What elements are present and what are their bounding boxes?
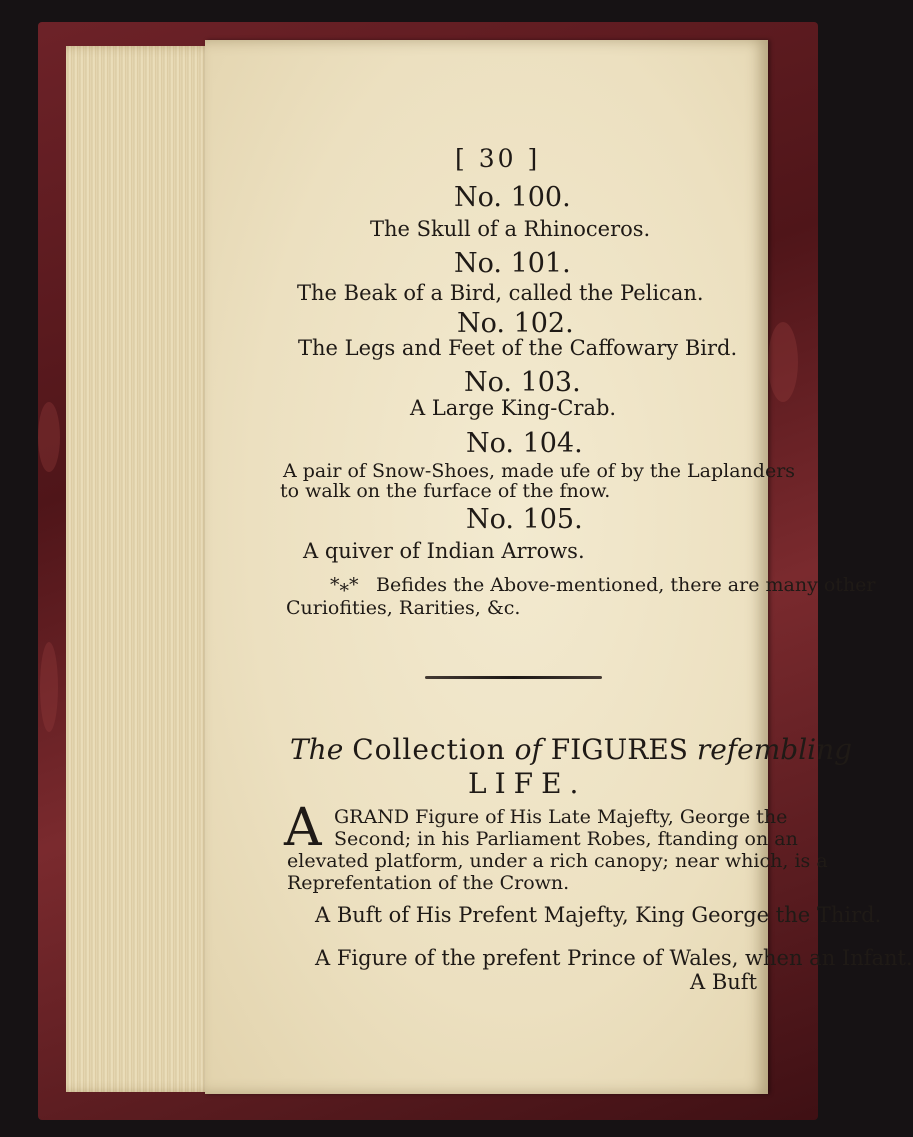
list-item: A Figure of the prefent Prince of Wales, when an Infant. [315,946,913,970]
entry-number: No. 105. [466,504,583,535]
entry-description: The Legs and Feet of the Caffowary Bird. [298,336,738,360]
section-divider [425,676,602,679]
entry-number: No. 100. [454,182,571,213]
section-title-resembling: refembling [696,733,853,766]
note-asterism: *⁎* [330,574,359,596]
entry-description: to walk on the furface of the fnow. [280,480,611,502]
paragraph-line: GRAND Figure of His Late Majefty, George the [334,806,788,828]
list-item: A Buft of His Prefent Majefty, King George the Third. [315,903,882,927]
section-title-collection: Collection [352,733,506,766]
section-title [290,733,853,766]
section-title-life: LIFE. [468,767,587,800]
page-edges [66,46,216,1092]
paragraph-line: elevated platform, under a rich canopy; near which, is a [287,850,828,872]
cover-marbling [768,322,798,402]
entry-number: No. 103. [464,367,581,398]
catchword: A Buft [690,970,758,994]
entry-description: The Skull of a Rhinoceros. [370,217,651,241]
note-line: Curiofities, Rarities, &c. [286,597,521,619]
section-title-figures: FIGURES [550,733,688,766]
entry-description: A Large King-Crab. [410,396,617,420]
note-line: Befides the Above-mentioned, there are many other [376,574,876,596]
paragraph-line: Second; in his Parliament Robes, ftanding on an [334,828,798,850]
page-header: [ 30 ] [455,144,541,173]
entry-description: The Beak of a Bird, called the Pelican. [297,281,704,305]
paragraph-line: Reprefentation of the Crown. [287,872,570,894]
entry-description: A pair of Snow-Shoes, made ufe of by the Laplanders [283,460,796,482]
entry-number: No. 102. [457,308,574,339]
entry-number: No. 104. [466,428,583,459]
drop-cap: A [284,798,322,858]
cover-marbling [40,642,58,732]
entry-description: A quiver of Indian Arrows. [303,539,585,563]
entry-number: No. 101. [454,248,571,279]
cover-marbling [38,402,60,472]
section-title-the: The [290,733,344,766]
section-title-of: of [514,733,542,766]
